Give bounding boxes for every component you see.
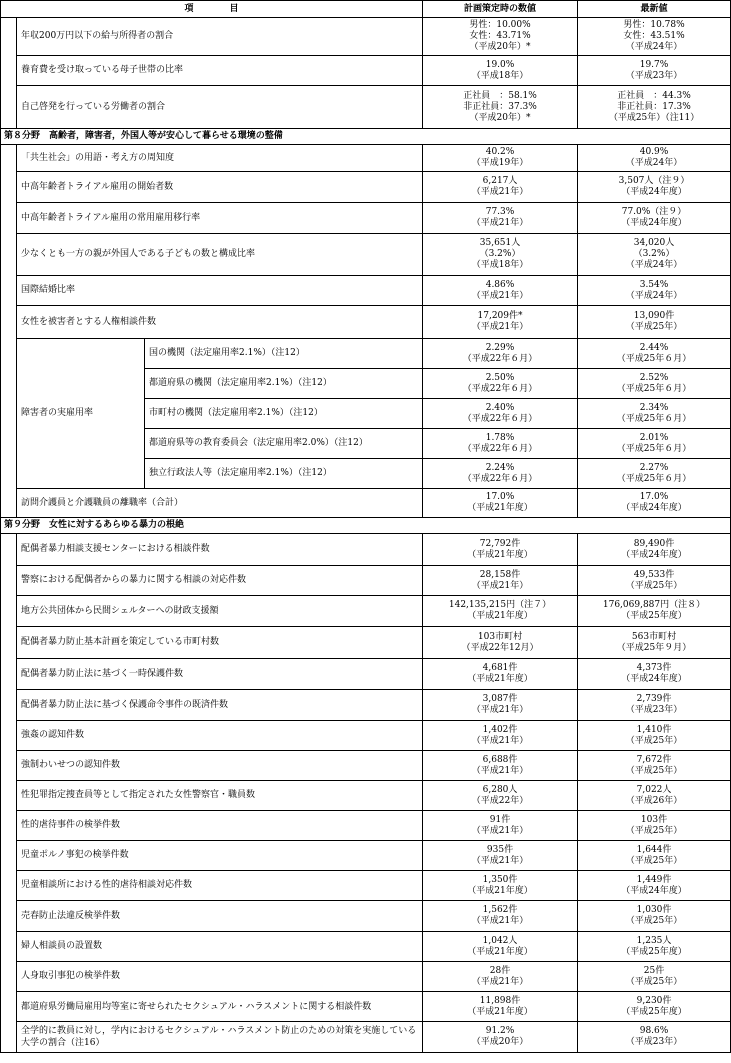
row-item: 性的虐待事件の検挙件数 [17,811,423,841]
row-plan-value: 6,688件 （平成21年） [423,751,578,781]
header-plan-value: 計画策定時の数値 [423,1,578,18]
row-item: 人身取引事犯の検挙件数 [17,962,423,992]
row-item: 国の機関（法定雇用率2.1%）（注12） [145,339,423,369]
row-latest-value: 2.52% （平成25年６月） [578,369,731,399]
section-heading-8 [1,129,731,145]
table-row [1,86,731,129]
row-latest-value: 7,672件 （平成25年） [578,751,731,781]
table-row [1,534,731,566]
row-latest-value: 25件 （平成25年） [578,962,731,992]
indent-gutter [1,534,17,566]
row-plan-value: 17,209件* （平成21年） [423,306,578,339]
row-plan-value: 1,402件 （平成21年） [423,721,578,751]
header-latest-value: 最新値 [578,1,731,18]
indent-gutter [1,276,17,306]
row-plan-value: 正社員 ：58.1% 非正社員：37.3% （平成20年）* [423,86,578,129]
row-latest-value: 1,449件 （平成24年度） [578,871,731,901]
row-item: 年収200万円以下の給与所得者の割合 [17,18,423,56]
row-plan-value: 2.29% （平成22年６月） [423,339,578,369]
row-item: 市町村の機関（法定雇用率2.1%）（注12） [145,399,423,429]
indent-gutter [1,932,17,962]
row-latest-value: 1,030件 （平成25年） [578,901,731,932]
indent-gutter [1,234,17,276]
indent-gutter [1,339,17,369]
indent-gutter [1,369,17,399]
indent-gutter [1,659,17,690]
table-header-row [1,1,731,18]
row-latest-value: 2,739件 （平成23年） [578,690,731,721]
row-item: 配偶者暴力相談支援センターにおける相談件数 [17,534,423,566]
row-plan-value: 28,158件 （平成21年） [423,566,578,596]
row-item: 配偶者暴力防止法に基づく保護命令事件の既済件数 [17,690,423,721]
indent-gutter [1,18,17,56]
row-plan-value: 2.50% （平成22年６月） [423,369,578,399]
row-plan-value: 40.2% （平成19年） [423,145,578,172]
row-latest-value: 正社員 ：44.3% 非正社員：17.3% （平成25年）（注11） [578,86,731,129]
row-latest-value: 89,490件 （平成24年度） [578,534,731,566]
row-item: 児童相談所における性的虐待相談対応件数 [17,871,423,901]
row-latest-value: 40.9% （平成24年） [578,145,731,172]
row-plan-value: 1.78% （平成22年６月） [423,429,578,459]
row-latest-value: 17.0% （平成24年度） [578,489,731,518]
row-plan-value: 1,042人 （平成21年度） [423,932,578,962]
table-row [1,811,731,841]
row-item: 性犯罪指定捜査員等として指定された女性警察官・職員数 [17,781,423,811]
row-plan-value: 35,651人 （3.2%） （平成18年） [423,234,578,276]
table-row [1,659,731,690]
row-plan-value: 19.0% （平成18年） [423,56,578,86]
row-item: 都道府県の機関（法定雇用率2.1%）（注12） [145,369,423,399]
row-latest-value: 103件 （平成25年） [578,811,731,841]
row-latest-value: 2.27% （平成25年６月） [578,459,731,489]
row-item: 全学的に教員に対し，学内におけるセクシュアル・ハラスメント防止のための対策を実施している大学の割合（注16） [17,1022,423,1053]
indent-gutter [1,901,17,932]
row-item: 配偶者暴力防止法に基づく一時保護件数 [17,659,423,690]
indent-gutter [1,721,17,751]
row-latest-value: 19.7% （平成23年） [578,56,731,86]
row-plan-value: 11,898件 （平成21年度） [423,992,578,1022]
row-plan-value: 17.0% （平成21年度） [423,489,578,518]
table-row [1,690,731,721]
row-latest-value: 563市町村 （平成25年９月） [578,627,731,659]
row-item: 婦人相談員の設置数 [17,932,423,962]
row-plan-value: 28件 （平成21年） [423,962,578,992]
row-plan-value: 2.24% （平成22年６月） [423,459,578,489]
row-item: 強制わいせつの認知件数 [17,751,423,781]
indent-gutter [1,841,17,871]
indent-gutter [1,86,17,129]
row-item: 国際結婚比率 [17,276,423,306]
indent-gutter [1,145,17,172]
indent-gutter [1,596,17,627]
table-row [1,276,731,306]
row-latest-value: 7,022人 （平成26年） [578,781,731,811]
row-latest-value: 2.34% （平成25年６月） [578,399,731,429]
table-row [1,306,731,339]
row-plan-value: 142,135,215円（注７） （平成21年度） [423,596,578,627]
table-row [1,962,731,992]
indent-gutter [1,811,17,841]
row-latest-value: 2.44% （平成25年６月） [578,339,731,369]
table-row [1,841,731,871]
row-item: 少なくとも一方の親が外国人である子どもの数と構成比率 [17,234,423,276]
indent-gutter [1,992,17,1022]
row-latest-value: 1,644件 （平成25年） [578,841,731,871]
row-latest-value: 49,533件 （平成25年） [578,566,731,596]
row-item: 地方公共団体から民間シェルターへの財政支援額 [17,596,423,627]
table-row [1,751,731,781]
row-latest-value: 4,373件 （平成24年度） [578,659,731,690]
row-item: 中高年齢者トライアル雇用の開始者数 [17,172,423,203]
row-latest-value: 男性：10.78% 女性：43.51% （平成24年） [578,18,731,56]
row-plan-value: 4.86% （平成21年） [423,276,578,306]
table-row [1,901,731,932]
section-title: 第９分野 女性に対するあらゆる暴力の根絶 [1,518,731,534]
table-row [1,145,731,172]
row-latest-value: 77.0%（注９） （平成24年度） [578,203,731,234]
table-row [1,1022,731,1053]
indent-gutter [1,459,17,489]
row-item: 自己啓発を行っている労働者の割合 [17,86,423,129]
row-item: 配偶者暴力防止基本計画を策定している市町村数 [17,627,423,659]
table-row [1,871,731,901]
indent-gutter [1,306,17,339]
row-latest-value: 9,230件 （平成25年度） [578,992,731,1022]
row-item: 中高年齢者トライアル雇用の常用雇用移行率 [17,203,423,234]
indent-gutter [1,962,17,992]
row-item: 独立行政法人等（法定雇用率2.1%）（注12） [145,459,423,489]
row-latest-value: 3.54% （平成24年） [578,276,731,306]
header-item: 項 目 [1,1,423,18]
table-row [1,489,731,518]
indent-gutter [1,172,17,203]
row-latest-value: 1,235人 （平成25年度） [578,932,731,962]
row-plan-value: 91.2% （平成20年） [423,1022,578,1053]
row-item: 都道府県労働局雇用均等室に寄せられたセクシュアル・ハラスメントに関する相談件数 [17,992,423,1022]
section-title: 第８分野 高齢者，障害者，外国人等が安心して暮らせる環境の整備 [1,129,731,145]
row-plan-value: 91件 （平成21年） [423,811,578,841]
row-item: 児童ポルノ事犯の検挙件数 [17,841,423,871]
row-latest-value: 3,507人（注９） （平成24年度） [578,172,731,203]
row-item: 警察における配偶者からの暴力に関する相談の対応件数 [17,566,423,596]
indent-gutter [1,627,17,659]
indent-gutter [1,566,17,596]
row-plan-value: 4,681件 （平成21年度） [423,659,578,690]
indent-gutter [1,429,17,459]
table-row [1,56,731,86]
row-latest-value: 13,090件 （平成25年） [578,306,731,339]
row-latest-value: 98.6% （平成23年） [578,1022,731,1053]
row-plan-value: 6,280人 （平成22年） [423,781,578,811]
row-item: 「共生社会」の用語・考え方の周知度 [17,145,423,172]
table-row [1,932,731,962]
table-row [1,234,731,276]
indent-gutter [1,203,17,234]
table-row [1,566,731,596]
row-plan-value: 1,350件 （平成21年度） [423,871,578,901]
indent-gutter [1,399,17,429]
row-plan-value: 2.40% （平成22年６月） [423,399,578,429]
row-plan-value: 6,217人 （平成21年） [423,172,578,203]
row-item: 売春防止法違反検挙件数 [17,901,423,932]
row-item: 養育費を受け取っている母子世帯の比率 [17,56,423,86]
indent-gutter [1,781,17,811]
indent-gutter [1,751,17,781]
indent-gutter [1,1022,17,1053]
table-row [1,781,731,811]
table-row [1,721,731,751]
table-row [1,339,731,369]
row-plan-value: 1,562件 （平成21年） [423,901,578,932]
indent-gutter [1,489,17,518]
table-row [1,627,731,659]
row-latest-value: 176,069,887円（注８） （平成25年度） [578,596,731,627]
section-heading-9 [1,518,731,534]
row-plan-value: 3,087件 （平成21年） [423,690,578,721]
table-row [1,18,731,56]
row-latest-value: 1,410件 （平成25年） [578,721,731,751]
row-item: 強姦の認知件数 [17,721,423,751]
table-row [1,203,731,234]
row-latest-value: 2.01% （平成25年６月） [578,429,731,459]
row-latest-value: 34,020人 （3.2%） （平成24年） [578,234,731,276]
row-plan-value: 103市町村 （平成22年12月） [423,627,578,659]
row-plan-value: 72,792件 （平成21年度） [423,534,578,566]
row-item: 都道府県等の教育委員会（法定雇用率2.0%）（注12） [145,429,423,459]
table-row [1,596,731,627]
table-row [1,172,731,203]
indent-gutter [1,56,17,86]
row-item: 訪問介護員と介護職員の離職率（合計） [17,489,423,518]
disability-group-label: 障害者の実雇用率 [17,339,145,489]
row-plan-value: 男性：10.00% 女性：43.71% （平成20年）* [423,18,578,56]
indent-gutter [1,871,17,901]
indent-gutter [1,690,17,721]
table-row [1,992,731,1022]
row-item: 女性を被害者とする人権相談件数 [17,306,423,339]
row-plan-value: 77.3% （平成21年） [423,203,578,234]
row-plan-value: 935件 （平成21年） [423,841,578,871]
